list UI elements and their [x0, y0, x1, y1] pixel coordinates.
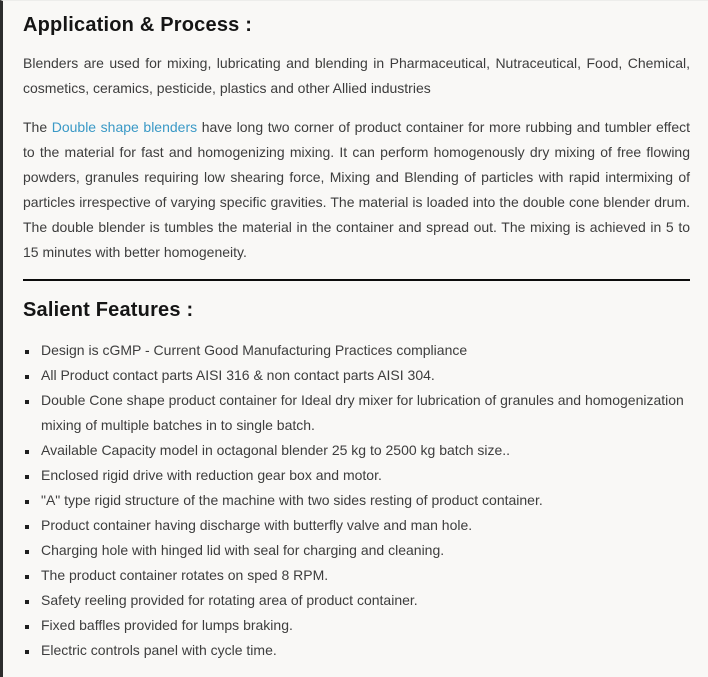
salient-features-list — [23, 338, 690, 663]
feature-item: ▪ Electric controls panel with cycle time. — [39, 638, 690, 663]
feature-item: ▪ "A" type rigid structure of the machine with two sides resting of product container. — [39, 488, 690, 513]
application-process-heading: Application & Process : — [23, 14, 253, 36]
feature-item: ▪ Product container having discharge with butterfly valve and man hole. — [39, 513, 690, 538]
salient-features-heading: Salient Features : — [23, 299, 194, 321]
section-divider — [23, 279, 690, 281]
feature-item: ▪ All Product contact parts AISI 316 & non contact parts AISI 304. — [39, 363, 690, 388]
double-shape-blenders-link[interactable]: Double shape blenders — [51, 119, 198, 135]
description-suffix-text: have long two corner of product container for more rubbing and tumbler effect to the material for fast and homogenizing mixing. It can perform homogenously dry mixing of free flowing powders, granules requiring low shearing force, Mixing and Blending of particles with rapid intermixing of particles irrespective of varying specific gravities. The material is loaded into the double cone blender drum. The double blender is tumbles the material in the container and spread out. The mixing is achieved in 5 to 15 minutes with better homogeneity. — [23, 119, 690, 260]
feature-item: ▪ Safety reeling provided for rotating area of product container. — [39, 588, 690, 613]
description-prefix-text: The — [23, 119, 52, 135]
feature-item: ▪ Design is cGMP - Current Good Manufacturing Practices compliance — [39, 338, 690, 363]
feature-item: ▪ Fixed baffles provided for lumps braking. — [39, 613, 690, 638]
application-intro-paragraph: Blenders are used for mixing, lubricating and blending in Pharmaceutical, Nutraceutical, Food, Chemical, cosmetics, ceramics, pesticide, plastics and other Allied industries — [23, 55, 690, 96]
feature-item: ▪ The product container rotates on sped 8 RPM. — [39, 563, 690, 588]
product-description-paragraph — [23, 115, 690, 265]
feature-item: ▪ Available Capacity model in octagonal blender 25 kg to 2500 kg batch size.. — [39, 438, 690, 463]
feature-item: ▪ Double Cone shape product container for Ideal dry mixer for lubrication of granules and homogenization mixing of multiple batches in to single batch. — [39, 388, 690, 438]
feature-item: ▪ Charging hole with hinged lid with seal for charging and cleaning. — [39, 538, 690, 563]
feature-item: ▪ Enclosed rigid drive with reduction gear box and motor. — [39, 463, 690, 488]
